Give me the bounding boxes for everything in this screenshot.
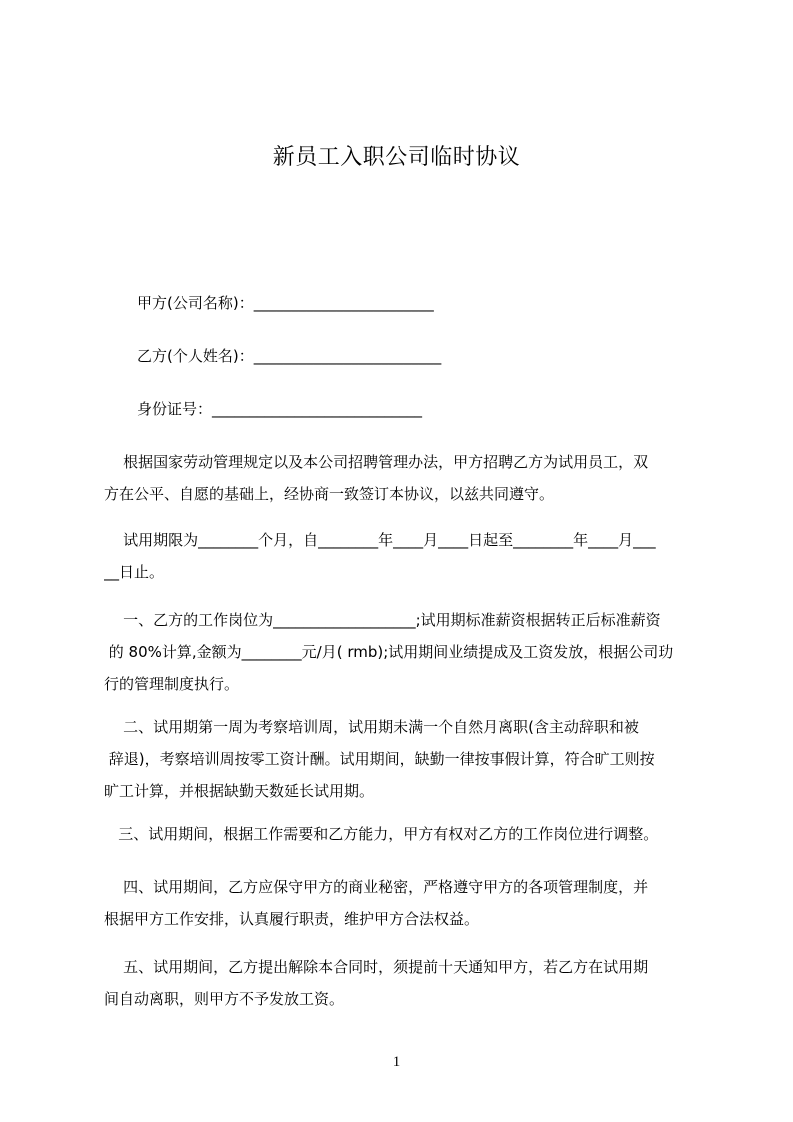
document-title: 新员工入职公司临时协议 — [272, 145, 521, 170]
clause-1-line-3: 行的管理制度执行。 — [104, 675, 240, 693]
clause-5-paragraph — [104, 951, 704, 1015]
intro-line-2: 方在公平、自愿的基础上，经协商一致签订本协议，以兹共同遵守。 — [104, 485, 555, 503]
intro-paragraph — [104, 446, 704, 510]
clause-4-paragraph — [104, 871, 704, 935]
page-number: 1 — [392, 1054, 401, 1070]
clause-4-line-2: 根据甲方工作安排，认真履行职责，维护甲方合法权益。 — [104, 910, 480, 928]
clause-3-line-1: 三、试用期间，根据工作需要和乙方能力，甲方有权对乙方的工作岗位进行调整。 — [104, 825, 659, 843]
probation-line-2: __日止。 — [104, 563, 165, 581]
id-number-field: 身份证号：____________________________ — [137, 400, 423, 418]
clause-1-line-2: 的 80%计算,金额为________元/月( rmb);试用期间业绩提成及工资发放，根据公司玏 — [104, 643, 674, 661]
party-b-field: 乙方(个人姓名)：_________________________ — [137, 347, 442, 365]
party-a-field: 甲方(公司名称)：________________________ — [137, 294, 434, 312]
clause-1-paragraph — [104, 604, 704, 700]
clause-2-line-3: 旷工计算，并根据缺勤天数延长试用期。 — [104, 782, 375, 800]
probation-line-1: 试用期限为________个月，自________年____月____日起至________年____月___ — [104, 531, 656, 549]
clause-3-paragraph — [104, 818, 704, 850]
clause-4-line-1: 四、试用期间，乙方应保守甲方的商业秘密，严格遵守甲方的各项管理制度，并 — [104, 878, 649, 896]
clause-2-line-1: 二、试用期第一周为考察培训周，试用期未满一个自然月离职(含主动辞职和被 — [104, 718, 639, 736]
clause-1-line-1: 一、乙方的工作岗位为___________________;试用期标准薪资根据转正后标准薪资 — [104, 611, 661, 629]
probation-paragraph — [104, 524, 704, 588]
intro-line-1: 根据国家劳动管理规定以及本公司招聘管理办法，甲方招聘乙方为试用员工，双 — [104, 453, 649, 471]
clause-5-line-2: 间自动离职，则甲方不予发放工资。 — [104, 990, 345, 1008]
clause-5-line-1: 五、试用期间，乙方提出解除本合同时，须提前十天通知甲方，若乙方在试用期 — [104, 958, 649, 976]
clause-2-line-2: 辞退)，考察培训周按零工资计酬。试用期间，缺勤一律按事假计算，符合旷工则按 — [104, 750, 655, 768]
clause-2-paragraph — [104, 711, 704, 807]
